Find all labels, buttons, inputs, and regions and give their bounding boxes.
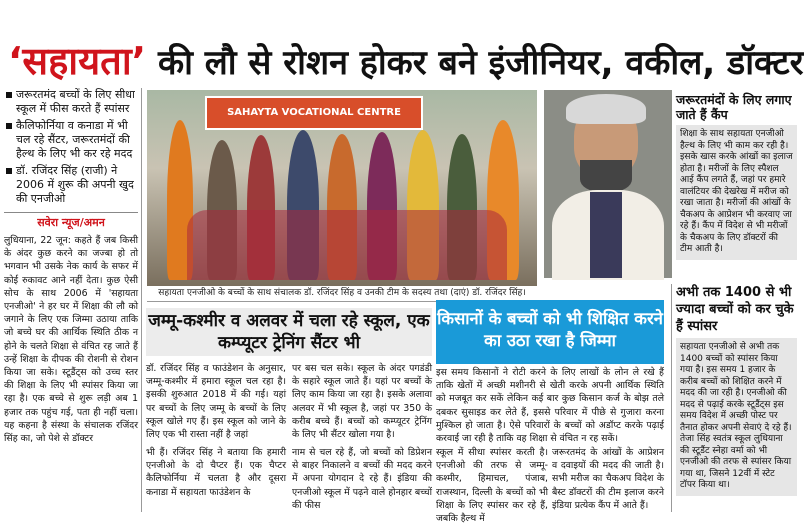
bullet-item: जरूरतमंद बच्चों के लिए सीधा स्कूल में फीस करते हैं स्पांसर	[4, 88, 138, 116]
group-photo	[147, 90, 537, 286]
camp-box-body: शिक्षा के साथ सहायता एनजीओ हैल्थ के लिए भी काम कर रही है। इसके खास करके आंखों का इलाज होता है। मरीजों के लिए स्पैशल आई कैंप लगते हैं, जहां पर हमारे वालंटियर की देखरेख में मरीज को रखा जाता है। मरीजों की आंखों के चैकअप के आप्रेशन भी करवाए जा रहे हैं। कैंप में विदेश से भी मरीजों के चैकअप के लिए डॉक्टरों की टीम आती है।	[676, 125, 797, 260]
shirt-shape	[590, 192, 622, 278]
hair-shape	[566, 94, 646, 124]
bullet-item: डॉ. रजिंदर सिंह (राजी) ने 2006 में शुरू की अपनी खुद की एनजीओ	[4, 164, 138, 206]
section-jammu-col1: डॉ. रजिंदर सिंह व फाउंडेशन के अनुसार, जम्मू-कश्मीर में हमारा स्कूल चल रहा है। इसकी शुरुआत 2018 में की गई। यहां पर बच्चों के लिए जम्मू के बच्चों के लिए स्कूल खोले गए हैं। इस स्कूल को जाने के लिए एक भी रास्ता नहीं है जहां	[146, 363, 286, 441]
headline	[8, 30, 804, 92]
column-divider	[671, 284, 672, 512]
beard-shape	[580, 160, 632, 192]
camp-box	[676, 92, 797, 260]
children-row	[187, 210, 507, 280]
section-jammu-col2: पर बस चल सके। स्कूल के अंदर पगडंडी के सहारे स्कूल जाते हैं। यहां पर बच्चों के लिए काम किया जा रहा है। इसके अलावा अलवर में भी स्कूल है, जहां पर 350 के करीब बच्चे हैं। बच्चों को कम्प्यूटर ट्रेनिंग के लिए भी सैंटर खोला गया है।	[292, 363, 432, 441]
section-jammu-col2b: नाम से चल रहे हैं, जो बच्चों को डिप्रेशन से बाहर निकालने व बच्चों की मदद करने में अपना योगदान दे रहे हैं। इंडिया की एनजीओ स्कूल में पढ़ने वाले होनहार बच्चों की फीस	[292, 447, 432, 511]
portrait-photo	[544, 90, 672, 278]
sponsor-box-body: सहायता एनजीओ से अभी तक 1400 बच्चों को स्पांसर किया गया है। इस समय 1 हजार के करीब बच्चों को शिक्षित करने में मदद की जा रही है। एनजीओ की मदद से पढ़ाई करके स्टूडैंट्स इस समय विदेश में अच्छी पोस्ट पर तैनात होकर अपनी सेवाएं दे रहे हैं। तेजा सिंह स्वतंत्र स्कूल लुधियाना की स्टूडैंट स्नेहा वर्मा को भी एनजीओ की तरफ से स्पांसर किया गया था, जिसने 12वीं में स्टेट टॉपर किया था।	[676, 338, 797, 496]
sponsor-box	[676, 284, 797, 496]
dateline: सवेरा न्यूज/अमन	[4, 212, 138, 230]
left-column	[4, 88, 138, 445]
section-farmers-col1: स्कूल में सीधा स्पांसर करती है। एनजीओ की तरफ से जम्मू-कश्मीर, हिमाचल, पंजाब, राजस्थान, दिल्ली के बच्चों को भी शिक्षा के लिए स्पांसर कर रहे हैं, जबकि हैल्थ में	[436, 447, 548, 525]
bullet-item: कैलिफोर्निया व कनाडा में भी चल रहे सैंटर, जरूरतमंदों की हैल्थ के लिए भी कर रहे मदद	[4, 119, 138, 161]
centre-banner: SAHAYTA VOCATIONAL CENTRE	[205, 96, 423, 130]
section-farmers-col2: जरूरतमंद के आंखों के आप्रेशन व दवाइयों की मदद की जाती है। सभी मरीज का चैकअप विदेश के बैस्ट डॉक्टरों की टीम इलाज करने इंडिया प्रत्येक कैंप में आते हैं।	[552, 447, 664, 511]
sponsor-box-title: अभी तक 1400 से भी ज्यादा बच्चों को कर चुके हैं स्पांसर	[676, 285, 794, 334]
section-jammu-col1b: भी हैं। रजिंदर सिंह ने बताया कि हमारी एनजीओ के दो चैप्टर हैं। एक चैप्टर कैलिफोर्निया में चलता है और दूसरा कनाडा में सहायता फाउंडेशन के	[146, 447, 286, 498]
section-farmers-title: किसानों के बच्चों को भी शिक्षित करने का उठा रखा है जिम्मा	[436, 300, 664, 364]
photo-caption: सहायता एनजीओ के बच्चों के साथ संचालक डॉ. रजिंदर सिंह व उनकी टीम के सदस्य तथा (दाएं) डॉ. रजिंदर सिंह।	[147, 287, 537, 302]
section-jammu-title: जम्मू-कश्मीर व अलवर में चला रहे स्कूल, एक कम्प्यूटर ट्रेनिंग सैंटर भी	[146, 308, 432, 356]
headline-quoted-word: ‘सहायता’	[8, 39, 147, 83]
section-farmers-body: इस समय किसानों ने रोटी करने के लिए लाखों के लोन ले रखे हैं ताकि खेतों में अच्छी मशीनरी से खेती करके अपनी आर्थिक स्थिति को मजबूत कर सकें लेकिन कई बार कुछ किसान कर्ज के बोझ तले दबकर सुसाइड कर लेते हैं, इससे परिवार में पीछे से गुजारा करना मुश्किल हो जाता है। ऐसे परिवारों के बच्चों को अडॉप्ट करके पढ़ाई करवाई जा रही है ताकि वह शिक्षा से वंचित न रह सकें।	[436, 367, 664, 445]
headline-rest: की लौ से रोशन होकर बने इंजीनियर, वकील, डॉक्टर	[146, 43, 804, 83]
left-body-text: लुधियाना, 22 जून: कहते हैं जब किसी के अंदर कुछ करने का जज्बा हो तो भगवान भी उसके नेक कार्य के सफर में कोई रुकावट आने नहीं देता। कुछ ऐसी सोच के साथ 2006 में 'सहायता एनजीओ' ने हर घर में शिक्षा की लौ को जगाने के लिए एक जिम्मा उठाया ताकि जो बच्चे घर की आर्थिक स्थिति ठीक न होने के चलते शिक्षा से वंचित रह जाते हैं उन्हें शिक्षा के दीपक की रोशनी से रोशन किया जा सके। स्टूडैंट्स को उच्च स्तर की शिक्षा के लिए भी स्पांसर किया जा रहा है। एक बच्चे से शुरू लड़ी अब 1 हजार तक पहुंच गई, पता ही नहीं चला। यह कहना है संस्था के संचालक रजिंदर सिंह का, जो पेशे से डॉक्टर	[4, 235, 138, 445]
camp-box-title: जरूरतमंदों के लिए लगाए जाते हैं कैंप	[676, 92, 792, 122]
column-divider	[141, 88, 142, 512]
